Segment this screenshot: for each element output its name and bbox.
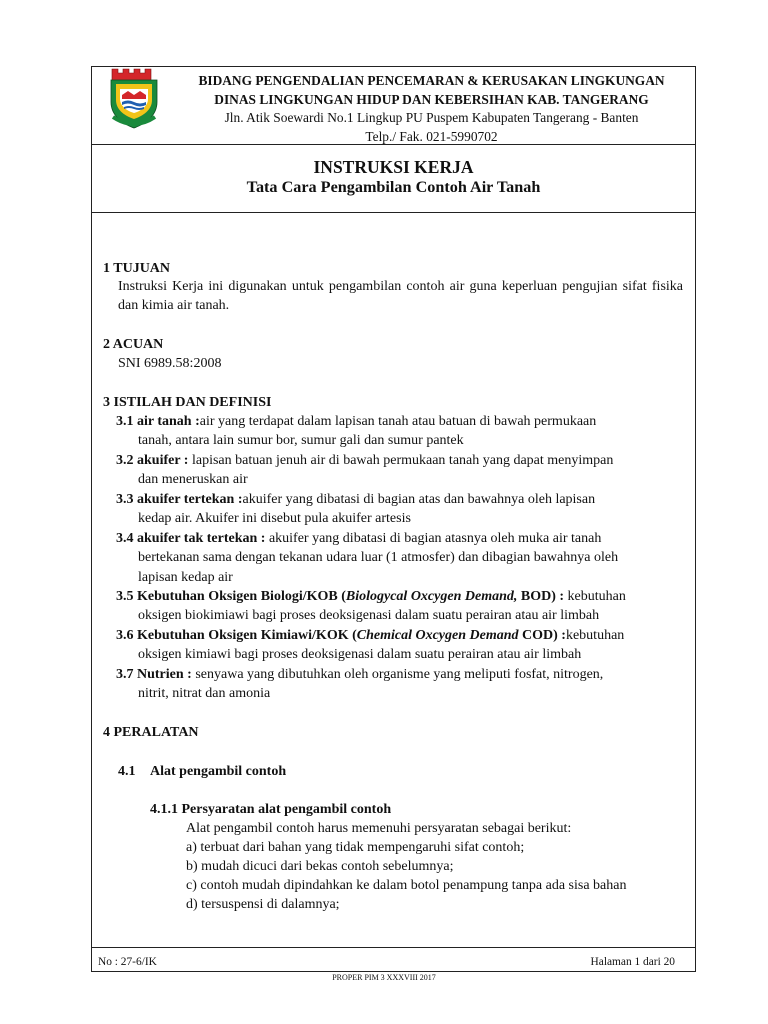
page-footer: [92, 947, 695, 974]
list-item: d) tersuspensi di dalamnya;: [186, 897, 340, 912]
section-text-acuan: SNI 6989.58:2008: [118, 356, 222, 371]
list-item: b) mudah dicuci dari bekas contoh sebelumnya;: [186, 859, 454, 874]
regency-seal-icon: [106, 65, 162, 131]
document-title-box: [92, 145, 695, 213]
section-text-tujuan: Instruksi Kerja ini digunakan untuk pengambilan contoh air guna keperluan pengujian sifat fisika dan kimia air tanah.: [118, 279, 683, 314]
section-heading-acuan: 2 ACUAN: [103, 337, 164, 352]
subsection-heading-alat: Alat pengambil contoh: [150, 764, 287, 779]
proper-footnote: PROPER PIM 3 XXXVIII 2017: [332, 973, 436, 982]
document-frame: [91, 66, 696, 972]
section-heading-peralatan: 4 PERALATAN: [103, 725, 199, 740]
agency-address: Jln. Atik Soewardi No.1 Lingkup PU Puspem Kabupaten Tangerang - Banten: [224, 110, 639, 125]
section-heading-tujuan: 1 TUJUAN: [103, 261, 171, 276]
agency-division-name: BIDANG PENGENDALIAN PENCEMARAN & KERUSAKAN LINGKUNGAN: [198, 73, 665, 88]
definition-item: 3.6 Kebutuhan Oksigen Kimiawi/KOK (Chemical Oxcygen Demand COD) :kebutuhan oksigen kimiawi bagi proses deoksigenasi dalam suatu perairan atau air limbah: [116, 628, 625, 663]
page-number: Halaman 1 dari 20: [590, 956, 675, 968]
document-title: INSTRUKSI KERJA: [313, 157, 474, 177]
list-item: c) contoh mudah dipindahkan ke dalam botol penampung tanpa ada sisa bahan: [186, 878, 627, 893]
requirements-intro: Alat pengambil contoh harus memenuhi persyaratan sebagai berikut:: [186, 821, 572, 836]
document-subtitle: Tata Cara Pengambilan Contoh Air Tanah: [246, 178, 541, 196]
section-heading-istilah: 3 ISTILAH DAN DEFINISI: [103, 395, 272, 410]
definition-item: 3.4 akuifer tak tertekan : akuifer yang dibatasi di bagian atasnya oleh muka air tanah bertekanan sama dengan tekanan udara luar (1 atmosfer) dan dibagian bawahnya oleh lapisan kedap air: [116, 531, 619, 585]
subsection-number: 4.1: [118, 764, 136, 779]
definition-item: 3.1 air tanah :air yang terdapat dalam lapisan tanah atau batuan di bawah permukaan tanah, antara lain sumur bor, sumur gali dan sumur pantek: [116, 414, 597, 449]
definition-item: 3.7 Nutrien : senyawa yang dibutuhkan oleh organisme yang meliputi fosfat, nitrogen, nitrit, nitrat dan amonia: [116, 667, 604, 702]
document-number: No : 27-6/IK: [98, 956, 157, 968]
letterhead: [92, 67, 695, 145]
definition-item: 3.5 Kebutuhan Oksigen Biologi/KOB (Biologycal Oxcygen Demand, BOD) : kebutuhan oksigen biokimiawi bagi proses deoksigenasi dalam suatu perairan atau air limbah: [116, 589, 626, 624]
definition-item: 3.3 akuifer tertekan :akuifer yang dibatasi di bagian atas dan bawahnya oleh lapisan kedap air. Akuifer ini disebut pula akuifer artesis: [116, 492, 596, 527]
subsubsection-heading: 4.1.1 Persyaratan alat pengambil contoh: [150, 802, 392, 817]
list-item: a) terbuat dari bahan yang tidak mempengaruhi sifat contoh;: [186, 840, 525, 855]
agency-phone: Telp./ Fak. 021-5990702: [365, 128, 498, 144]
agency-office-name: DINAS LINGKUNGAN HIDUP DAN KEBERSIHAN KAB. TANGERANG: [214, 91, 649, 107]
definition-item: 3.2 akuifer : lapisan batuan jenuh air di bawah permukaan tanah yang dapat menyimpan dan meneruskan air: [116, 453, 614, 488]
